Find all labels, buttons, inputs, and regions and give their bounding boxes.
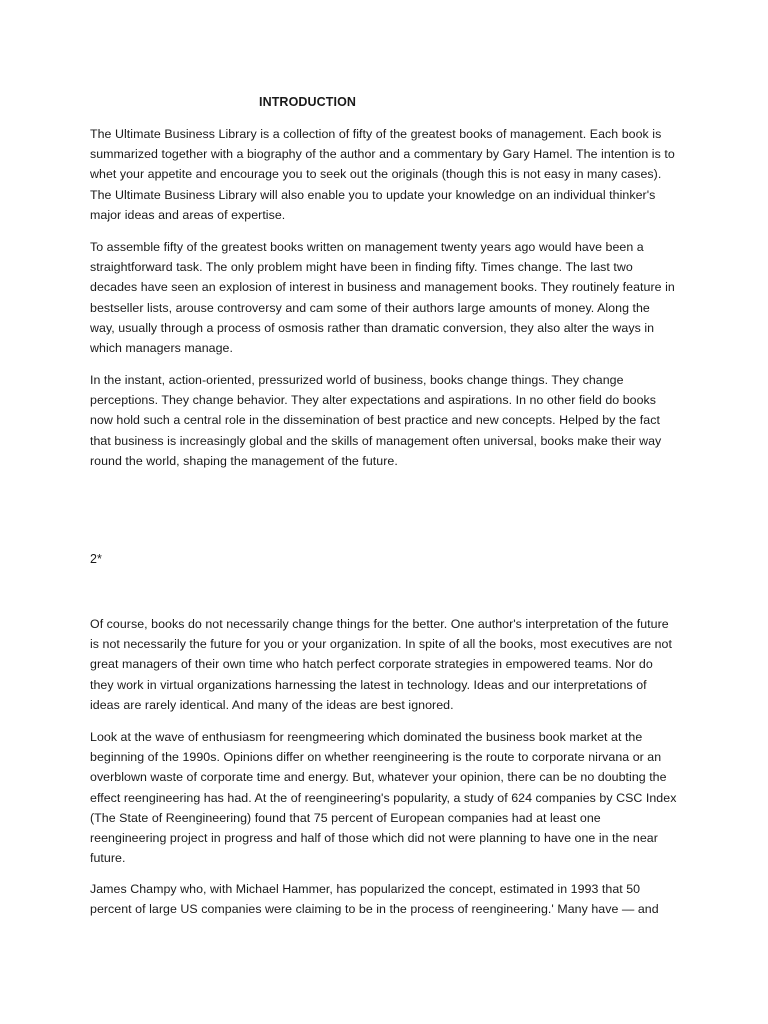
- page-number: 2*: [90, 552, 102, 566]
- page-title: INTRODUCTION: [259, 95, 357, 109]
- paragraph-intro: The Ultimate Business Library is a collection of fifty of the greatest books of management. Each book is summarized together with a biography of the author and a commentary by Gary Hamel. The intention is to whet your appetite and encourage you to seek out the originals (though this is not easy in many cases). The Ultimate Business Library will also enable you to update your knowledge on an individual thinker's major ideas and areas of expertise.: [90, 127, 675, 222]
- paragraph-of-course: Of course, books do not necessarily change things for the better. One author's interpretation of the future is not necessarily the future for you or your organization. In spite of all the books, most executives are not great managers of their own time who hatch perfect corporate strategies in empowered teams. Nor do they work in virtual organizations harnessing the latest in technology. Ideas and our interpretations of ideas are rarely identical. And many of the ideas are best ignored.: [90, 617, 672, 712]
- paragraph-assemble: To assemble fifty of the greatest books written on management twenty years ago would have been a straightforward task. The only problem might have been in finding fifty. Times change. The last two decades have seen an explosion of interest in business and management books. They routinely feature in bestseller lists, arouse controversy and cam some of their authors large amounts of money. Along the way, usually through a process of osmosis rather than dramatic conversion, they also alter the ways in which managers manage.: [90, 240, 675, 356]
- paragraph-champy: James Champy who, with Michael Hammer, has popularized the concept, estimated in 1993 that 50 percent of large US companies were claiming to be in the process of reengineering.' Many have — and: [90, 882, 659, 917]
- paragraph-instant-world: In the instant, action-oriented, pressurized world of business, books change things. They change perceptions. They change behavior. They alter expectations and aspirations. In no other field do books now hold such a central role in the dissemination of best practice and new concepts. Helped by the fact that business is increasingly global and the skills of management often universal, books make their way round the world, shaping the management of the future.: [90, 373, 662, 468]
- paragraph-reengineering: Look at the wave of enthusiasm for reengmeering which dominated the business book market at the beginning of the 1990s. Opinions differ on whether reengineering is the route to corporate nirvana or an overblown waste of corporate time and energy. But, whatever your opinion, there can be no doubting the effect reengineering has had. At the of reengineering's popularity, a study of 624 companies by CSC Index (The State of Reengineering) found that 75 percent of European companies had at least one reengineering project in progress and half of those which did not were planning to have one in the near future.: [90, 730, 677, 866]
